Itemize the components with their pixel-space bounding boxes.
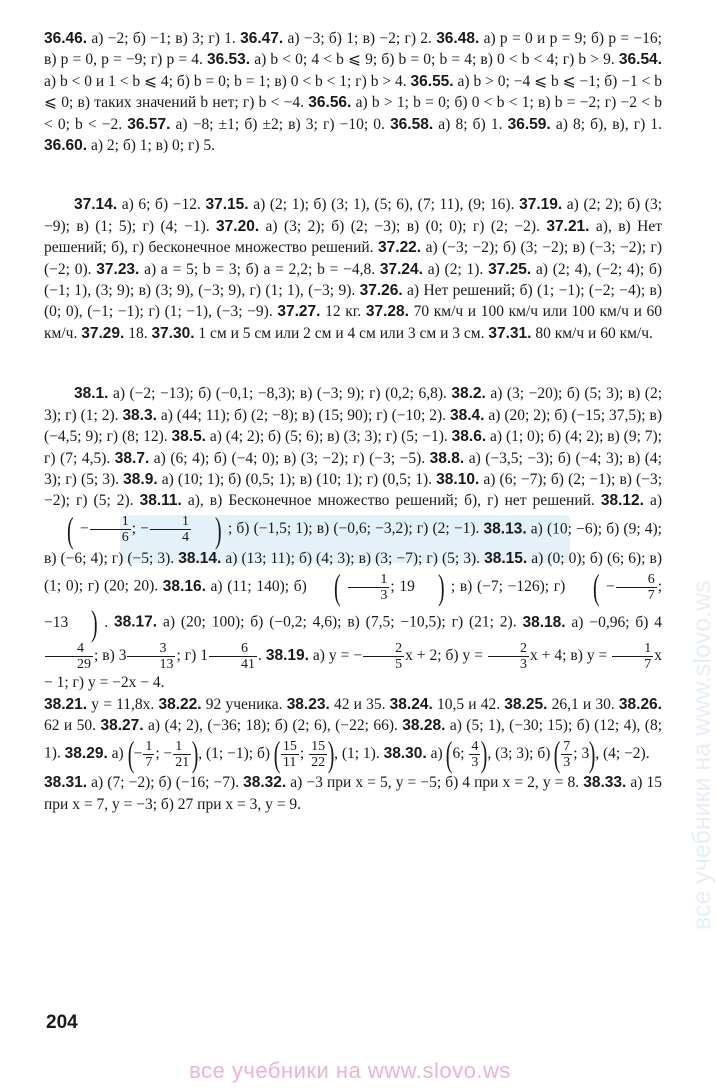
answer-item (240, 30, 436, 47)
answer-text: а) (2; 2); б) (3; −9); в) (1; 5); г) (4; −1). (44, 196, 663, 235)
answer-text: а), в) Бесконечное множество решений; б), г) нет решений. (181, 492, 601, 510)
answer-text: а) (20; 2); б) (−15; 37,5); в) (−4,5; 9); г) (8; 12). (44, 406, 662, 446)
problem-number: 37.25. (488, 260, 532, 278)
answer-text: а) (2; 1); б) (3; 1), (5; 6), (7; 11), (9; 16). (248, 196, 520, 214)
answer-item (172, 428, 452, 445)
answer-item (74, 385, 451, 402)
answer-text: а) (4; 2); б) (5; 6); в) (3; 3); г) (5; −1). (206, 428, 452, 446)
answers-37 (44, 194, 662, 344)
answers-38-part1 (44, 383, 662, 693)
problem-number: 38.26. (618, 695, 662, 713)
fraction: $\frac{15}{22}$ (311, 738, 326, 770)
problem-number: 36.46. (44, 30, 88, 47)
problem-number: 38.11. (139, 492, 182, 510)
answers-36 (44, 28, 662, 156)
answer-item (127, 116, 390, 133)
answer-text: 92 ученика. (201, 695, 287, 713)
answer-text: а) 2; б) 1; в) 0; г) 5. (87, 137, 215, 155)
fraction: $\frac{6}{41}$ (209, 641, 257, 672)
answer-text: а) 6; б) −12. (117, 196, 206, 214)
answer-text: а), в) Нет решений; б), г) бесконечное множество решений. (44, 217, 662, 257)
problem-number: 37.28. (365, 303, 409, 321)
answer-text: 70 км/ч и 100 км/ч или 100 км/ч и 60 км/ч. (44, 303, 662, 342)
answer-item (158, 696, 286, 713)
problem-number: 38.8. (429, 449, 465, 467)
answer-item (287, 696, 390, 713)
answer-38-12: 38.12. а) ( − $\frac{1}{6}$ ; − $\frac{1}{4}$ ) ; б) (−1,5; 1); в) (−0,6; −3,2); г) (2; −1). (66, 492, 663, 550)
answer-text: а) (6; −7); б) (2; −1); в) (−3; −2); г) (5; 2). (44, 470, 663, 510)
fraction: $\frac{2}{5}$ (363, 641, 404, 672)
answer-text: а) 8; б) 1. (433, 115, 508, 133)
answer-text: а) (3; 2); б) (2; −3); в) (0; 0); г) (2; −2). (259, 217, 547, 235)
problem-number: 38.4. (449, 406, 485, 424)
answer-item (243, 774, 583, 791)
answer-text: а) 15 при x = 7, y = −3; б) 27 при x = 3, y = 9. (44, 774, 662, 813)
answer-item (44, 696, 158, 713)
answer-text: а) b < 0 и 1 < b ⩽ 4; б) b = 0; b = 1; в) 0 < b < 1; г) b > 4. (44, 72, 411, 90)
problem-number: 37.31. (488, 324, 532, 342)
fraction: $\frac{1}{7}$ (145, 738, 153, 770)
problem-number: 38.27. (100, 716, 144, 734)
problem-number: 38.22. (158, 695, 202, 713)
problem-number: 38.28. (402, 716, 446, 734)
problem-number: 37.29. (81, 324, 125, 342)
answer-text: а) (1; 0); б) (4; 2); в) (9; 7); г) (7; 4,5). (44, 428, 662, 467)
answer-text: а) (−2; −13); б) (−0,1; −8,3); в) (−3; 9); г) (0,2; 6,8). (108, 385, 452, 403)
answer-text: а) b < 0; 4 < b ⩽ 9; б) b = 0; b = 4; в) 0 < b < 4; г) b > 9. (250, 51, 619, 69)
problem-number: 38.6. (451, 428, 487, 446)
problem-number: 38.15. (484, 549, 528, 567)
answer-text: а) (5; 1), (−30; 15); б) (12; 4), (8; 1). (44, 716, 662, 762)
answer-item (140, 492, 601, 509)
answer-text: а) (2; 4), (−2; 4); б) (−1; 1), (3; 9); в) (3; 9), (−3; 9), г) (1; 1), (−3; 9). (44, 260, 662, 300)
answer-38-18: 38.18. а) −0,96; б) 4 $\frac{4}{29}$ ; в) 3 $\frac{3}{13}$ ; г) 1 $\frac{6}{41}$ . (44, 614, 662, 665)
section-38-answers (44, 383, 662, 815)
answer-item (390, 696, 505, 713)
fraction: $\frac{2}{3}$ (488, 641, 529, 672)
answer-38-16: 38.16. а) (11; 140); б) ( $\frac{1}{3}$ ; 19 ) ; в) (−7; −126); г) ( − $\frac{6}{7}$ ; −13 ) . (44, 567, 662, 644)
answer-text: а) (44; 11); б) (2; −8); в) (15; 90); г) (−10; 2). (156, 406, 450, 424)
answer-text: а) (6; 4); б) (−4; 0); в) (3; −2); г) (−3; −5). (149, 449, 430, 467)
answer-text: а) (10; 1); б) (0,5; 1); в) (10; 1); г) (0,5; 1). (157, 470, 437, 488)
problem-number: 38.9. (123, 470, 158, 488)
answer-text: y = 11,8x. (87, 695, 159, 713)
answer-item (390, 116, 508, 133)
answer-text: а) (13; 11); б) (4; 3); в) (3; −7); г) (5; 3). (221, 549, 485, 567)
problem-number: 38.32. (243, 774, 287, 792)
problem-number: 36.57. (127, 115, 171, 133)
problem-number: 36.48. (436, 30, 480, 47)
section-37-answers (44, 194, 662, 344)
problem-number: 37.23. (96, 260, 140, 278)
answer-item (508, 116, 662, 133)
answer-text: а) −8; ±1; б) ±2; в) 3; г) −10; 0. (170, 115, 391, 133)
problem-number: 37.22. (378, 239, 422, 257)
problem-number: 37.19. (519, 196, 563, 214)
answer-text: а) a = 5; b = 3; б) a = 2,2; b = −4,8. (139, 260, 380, 278)
answer-text: а) (10; −6); б) (9; 4); в) (−6; 4); г) (−5; 3). (44, 520, 662, 567)
answer-text: а) (3; −20); б) (5; 3); в) (2; 3); г) (1; 2). (44, 385, 663, 424)
answer-text: 42 и 35. (329, 695, 390, 713)
problem-number: 38.21. (44, 695, 88, 713)
problem-number: 38.33. (583, 774, 627, 792)
answer-38-30: 38.30. а) (6; $\frac{4}{3}$ ), (3; 3); б) ( $\frac{7}{3}$ ; 3), (4; −2). (383, 734, 650, 775)
answer-item (488, 325, 653, 342)
answer-text: а) 8; б), в), г) 1. (550, 115, 662, 133)
answer-text: а) (7; −2); б) (−16; −7). (87, 774, 244, 792)
answer-38-29: 38.29. а) (− $\frac{1}{7}$ ; − $\frac{1}{21}$ ), (1; −1); б) ( $\frac{15}{11}$ ; $\frac{15}{22}$ ), (1; 1). (64, 734, 384, 775)
problem-number: 37.27. (277, 303, 321, 321)
answer-text: а) (−3,5; −3); б) (−4; 3); в) (4; 3); г) (5; 3). (44, 449, 662, 488)
page-number: 204 (46, 1012, 78, 1033)
answer-item (207, 51, 619, 68)
answers-38-part2 (44, 694, 662, 773)
answer-text: а) p = 0 и p = 9; б) p = −16; в) p = 0, p = −9; г) p = 4. (44, 30, 662, 69)
answer-text: а) Нет решений; б) (1; −1); (−2; −4); в) (0; 0), (−1; −1); г) (1; −1), (−3; −9). (44, 282, 663, 321)
problem-number: 38.10. (436, 470, 480, 488)
answer-text: а) −3; б) 1; в) −2; г) 2. (283, 30, 437, 47)
answer-text: 10,5 и 42. (432, 695, 505, 713)
answer-text: а) b > 1; b = 0; б) 0 < b < 1; в) b = −2; г) −2 < b < 0; b < −2. (44, 94, 663, 133)
problem-number: 38.5. (171, 428, 206, 446)
answer-text: а) (2; 1). (422, 260, 489, 278)
answer-text: а) (0; 0); б) (6; 6); в) (1; 0); г) (20; 20). (44, 549, 662, 595)
problem-number: 37.15. (205, 196, 249, 214)
problem-number: 38.3. (122, 406, 157, 424)
answer-text: 62 и 50. (44, 716, 101, 734)
answer-38-17: 38.17. а) (20; 100); б) (−0,2; 4,6); в) (7,5; −10,5); г) (21; 2). (114, 613, 523, 631)
answer-item (44, 30, 240, 47)
problem-number: 37.21. (546, 217, 590, 235)
answer-text: а) −3 при x = 5, y = −5; б) 4 при x = 2, y = 8. (286, 774, 584, 792)
problem-number: 37.26. (359, 282, 403, 300)
problem-number: 38.1. (74, 385, 109, 403)
answer-item (504, 696, 619, 713)
answer-item (205, 196, 519, 213)
answer-item (380, 261, 488, 278)
problem-number: 36.53. (207, 51, 251, 69)
answer-item (216, 218, 546, 235)
side-watermark: все учебники на www.slovo.ws (688, 580, 716, 930)
problem-number: 38.2. (451, 385, 486, 403)
bottom-watermark: все учебники на www.slovo.ws (189, 1058, 511, 1083)
problem-number: 38.23. (286, 695, 330, 713)
fraction: $\frac{1}{6}$ (90, 514, 131, 545)
answer-item (81, 325, 151, 342)
problem-number: 36.59. (507, 115, 551, 133)
answer-text: 18. (124, 324, 152, 342)
fraction: $\frac{15}{11}$ (282, 738, 297, 770)
problem-number: 36.54. (618, 51, 662, 69)
answer-item (44, 774, 243, 791)
problem-number: 37.14. (74, 196, 118, 214)
problem-number: 38.13. (483, 520, 527, 538)
answer-text: 26,1 и 30. (547, 695, 619, 713)
fraction: $\frac{7}{3}$ (563, 738, 571, 770)
fraction: $\frac{4}{3}$ (471, 738, 479, 770)
answer-text: а) b > 0; −4 ⩽ b ⩽ −1; б) −1 < b ⩽ 0; в) таких значений b нет; г) b < −4. (44, 72, 662, 112)
problem-number: 36.56. (308, 94, 352, 112)
problem-number: 38.14. (178, 549, 222, 567)
problem-number: 36.60. (44, 137, 88, 155)
answer-text: 1 см и 5 см или 2 см и 4 см или 3 см и 3 см. (194, 324, 489, 342)
answers-38-part3 (44, 772, 662, 815)
answer-item (115, 450, 430, 467)
fraction: $\frac{1}{7}$ (612, 641, 653, 672)
answers-content (44, 28, 662, 815)
fraction: $\frac{1}{21}$ (175, 738, 190, 770)
answer-text: а) (−3; −2); б) (3; −2); в) (−3; −2); г) (−2; 0). (44, 239, 662, 278)
problem-number: 36.58. (390, 115, 434, 133)
answer-item (123, 471, 436, 488)
problem-number: 36.55. (410, 72, 454, 90)
answer-item (74, 196, 205, 213)
answer-item (277, 303, 366, 320)
problem-number: 38.31. (44, 774, 88, 792)
answer-text: а) −2; б) −1; в) 3; г) 1. (87, 30, 241, 47)
fraction: $\frac{3}{13}$ (127, 641, 175, 672)
problem-number: 38.24. (389, 695, 433, 713)
problem-number: 37.20. (216, 217, 260, 235)
answer-text: а) (4; 2), (−36; 18); б) (2; 6), (−22; 66). (143, 716, 403, 734)
problem-number: 37.24. (379, 260, 423, 278)
fraction: $\frac{1}{4}$ (150, 514, 191, 545)
problem-number: 37.30. (151, 324, 195, 342)
answer-item (151, 325, 488, 342)
problem-number: 38.7. (114, 449, 150, 467)
problem-number: 36.47. (240, 30, 284, 47)
answer-38-19: 38.19. а) y = − $\frac{2}{5}$ x + 2; б) y = $\frac{2}{3}$ x + 4; в) y = $\frac{1}{7}$ x − 1; г) y = −2x − 4. (44, 641, 663, 692)
fraction: $\frac{6}{7}$ (616, 572, 657, 603)
answer-item (178, 550, 484, 567)
answer-text: 12 кг. (320, 303, 366, 321)
fraction: $\frac{4}{29}$ (45, 641, 93, 672)
answer-item (44, 137, 215, 154)
answer-item (122, 407, 450, 424)
answer-item (100, 717, 402, 734)
answer-text: 80 км/ч и 60 км/ч. (531, 324, 653, 342)
answer-item (96, 261, 380, 278)
problem-number: 38.25. (504, 695, 548, 713)
section-36-answers (44, 28, 662, 156)
fraction: $\frac{1}{3}$ (348, 572, 389, 603)
